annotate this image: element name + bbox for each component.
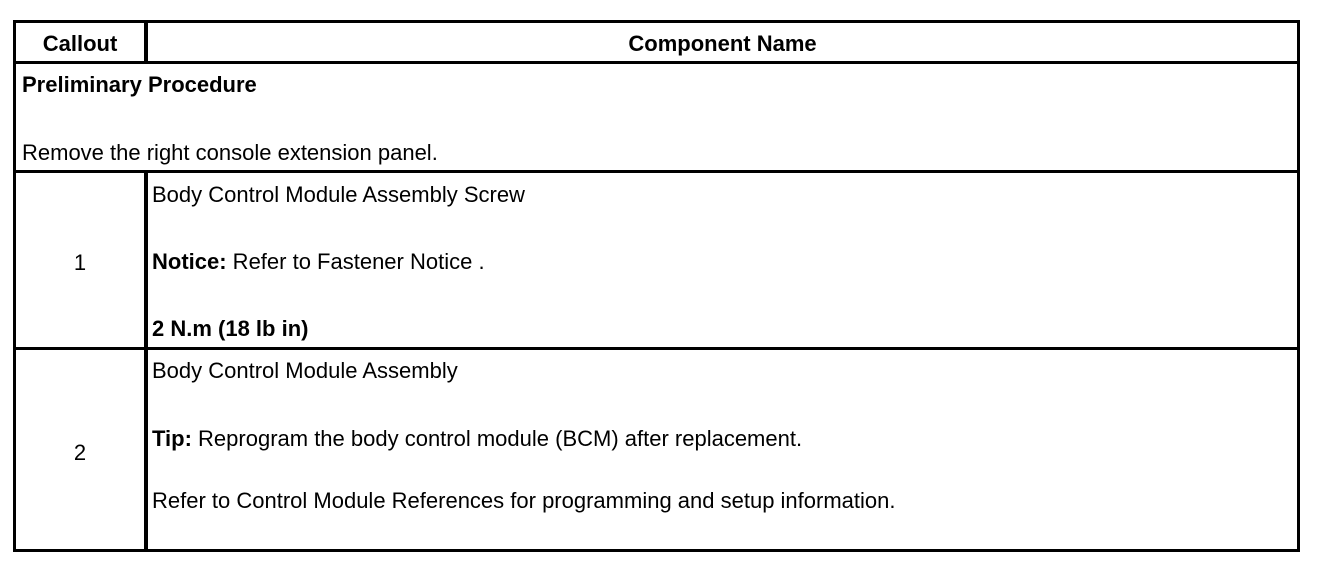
header-callout: Callout [42,31,118,56]
column-divider [144,170,148,549]
preliminary-text: Remove the right console extension panel. [22,140,438,165]
tip-text: Reprogram the body control module (BCM) after replacement. [191,426,803,451]
row-divider [16,61,1297,64]
row-1-torque-spec: 2 N.m (18 lb in) [152,316,309,341]
preliminary-title: Preliminary Procedure [22,72,257,97]
row-2-callout: 2 [73,440,87,465]
row-1-notice [152,249,485,275]
notice-text: Refer to Fastener Notice . [226,249,485,274]
header-component-name: Component Name [628,31,817,56]
tip-label: Tip: [152,426,192,451]
row-divider [16,347,1297,350]
component-table [13,20,1300,552]
row-2-programming-info: Refer to Control Module References for programming and setup information. [152,488,896,513]
notice-label: Notice: [152,249,227,274]
row-2-component-name: Body Control Module Assembly [152,358,458,383]
row-2-tip [152,426,802,452]
column-divider [144,23,148,61]
row-1-component-name: Body Control Module Assembly Screw [152,182,525,207]
row-divider [16,170,1297,173]
row-1-callout: 1 [73,250,87,275]
